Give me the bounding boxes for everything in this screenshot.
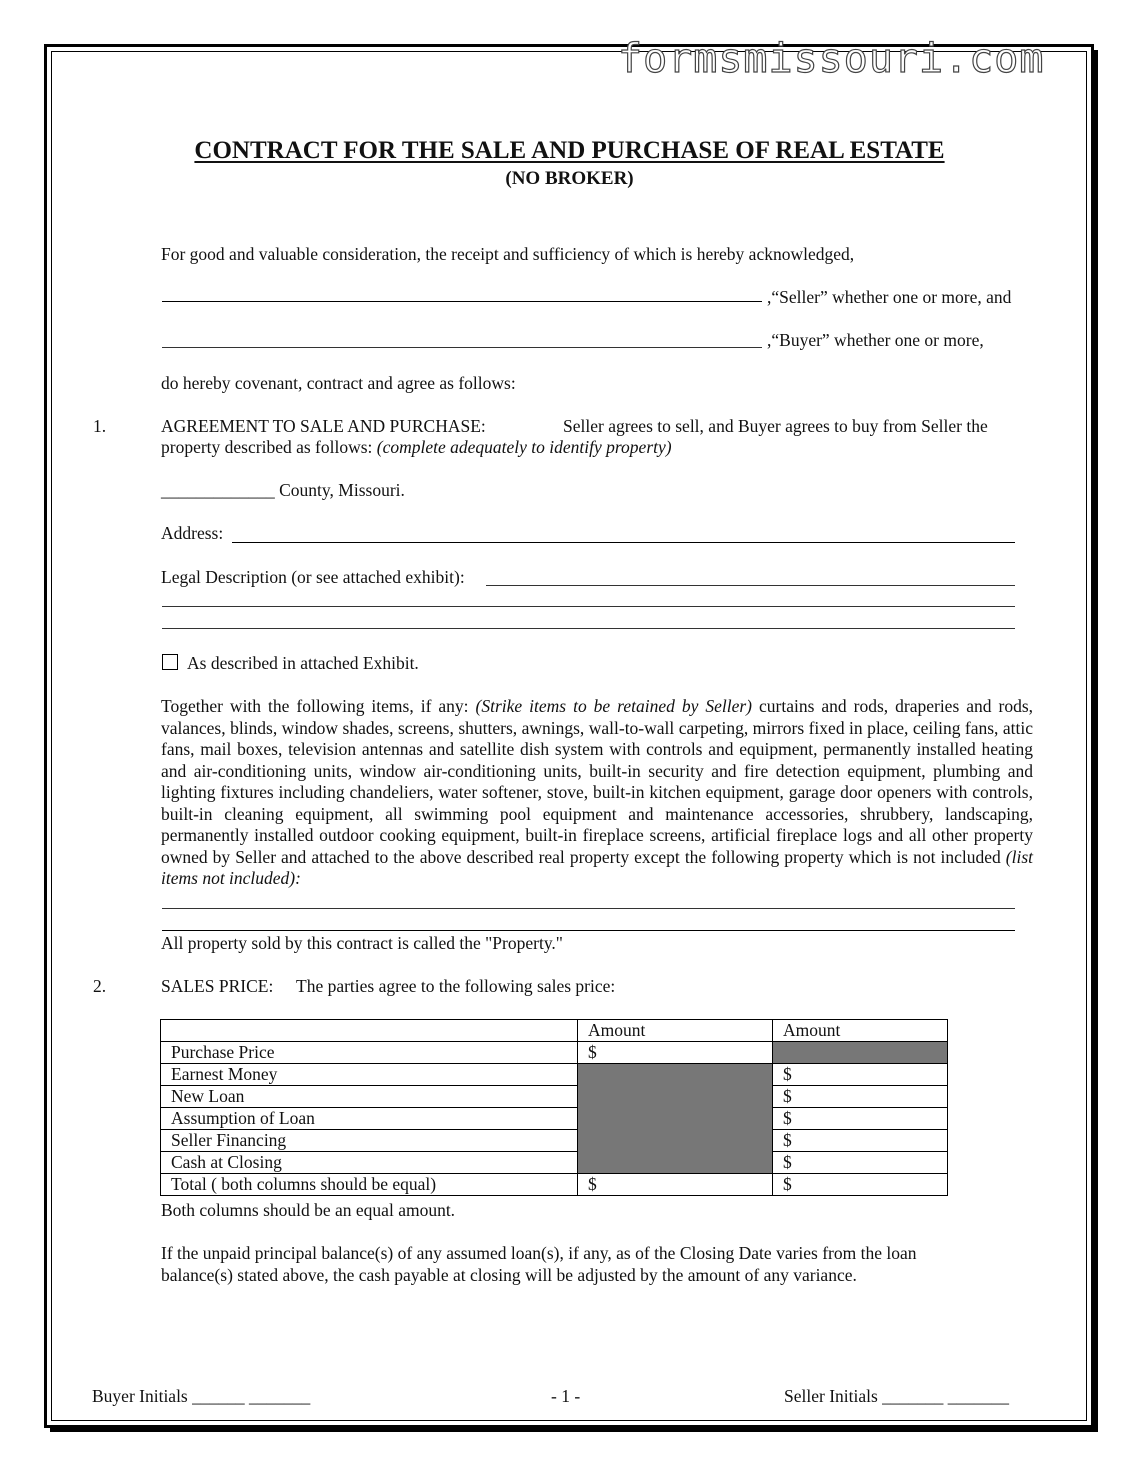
table-row <box>161 1042 948 1064</box>
watermark: formsmissouri.com <box>618 36 1045 82</box>
row-label: Cash at Closing <box>161 1152 578 1174</box>
shaded-cell-block <box>578 1064 773 1174</box>
row-label: Assumption of Loan <box>161 1108 578 1130</box>
property-note: All property sold by this contract is called the "Property." <box>161 933 563 953</box>
buyer-initials[interactable]: Buyer Initials ______ _______ <box>92 1386 311 1406</box>
shaded-cell <box>773 1042 948 1064</box>
section2-heading: SALES PRICE: <box>161 976 274 996</box>
section2-text: The parties agree to the following sales price: <box>296 976 616 996</box>
row-label: Purchase Price <box>161 1042 578 1064</box>
table-row <box>161 1108 948 1130</box>
buyer-name-field[interactable] <box>162 347 762 348</box>
section2-number: 2. <box>93 976 107 996</box>
earnest-money-field[interactable]: $ <box>773 1064 948 1086</box>
row-label: Earnest Money <box>161 1064 578 1086</box>
cash-at-closing-field[interactable]: $ <box>773 1152 948 1174</box>
document-subtitle: (NO BROKER) <box>505 168 634 189</box>
seller-suffix: ,“Seller” whether one or more, and <box>767 287 1012 307</box>
equal-amount-note: Both columns should be an equal amount. <box>161 1200 456 1220</box>
excluded-items-field-2[interactable] <box>162 930 1015 931</box>
row-label: New Loan <box>161 1086 578 1108</box>
legal-description-field-3[interactable] <box>162 628 1015 629</box>
sales-price-table <box>160 1019 948 1196</box>
included-items-paragraph: Together with the following items, if any: (Strike items to be retained by Seller) curtains and rods, draperies and rods, valances, blinds, window shades, screens, shutters, awnings, wall-to-wall carpeting, mirrors fixed in place, ceiling fans, attic fans, mail boxes, television antennas and satellite dish system with controls and equipment, permanently installed heating and air-conditioning units, window air-conditioning units, built-in security and fire detection equipment, plumbing and lighting fixtures including chandeliers, water softener, stove, built-in kitchen equipment, garage door openers with controls, built-in cleaning equipment, all swimming pool equipment and maintenance accessories, shrubbery, landscaping, permanently installed outdoor cooking equipment, built-in fireplace screens, artificial fireplace logs and all other property owned by Seller and attached to the above described real property except the following property which is not included (list items not included): <box>161 696 1034 888</box>
table-row <box>161 1064 948 1086</box>
legal-description-field-2[interactable] <box>162 606 1015 607</box>
total-amount-field-1[interactable]: $ <box>578 1174 773 1196</box>
table-header-blank <box>161 1020 578 1042</box>
page-border-shadow-right <box>1094 50 1098 1432</box>
table-header-amount-2: Amount <box>773 1020 948 1042</box>
total-amount-field-2[interactable]: $ <box>773 1174 948 1196</box>
purchase-price-field[interactable]: $ <box>578 1042 773 1064</box>
excluded-items-field-1[interactable] <box>162 908 1015 909</box>
legal-description-field-1[interactable] <box>486 585 1015 586</box>
section1-number: 1. <box>93 416 107 436</box>
table-row <box>161 1174 948 1196</box>
table-row <box>161 1086 948 1108</box>
intro-text: For good and valuable consideration, the receipt and sufficiency of which is hereby acknowledged, <box>161 244 855 264</box>
buyer-suffix: ,“Buyer” whether one or more, <box>767 330 984 350</box>
document-title: CONTRACT FOR THE SALE AND PURCHASE OF REAL ESTATE <box>194 137 945 164</box>
table-row <box>161 1152 948 1174</box>
exhibit-checkbox[interactable] <box>162 654 178 670</box>
seller-financing-field[interactable]: $ <box>773 1130 948 1152</box>
variance-note: If the unpaid principal balance(s) of any assumed loan(s), if any, as of the Closing Date varies from the loan balance(s) stated above, the cash payable at closing will be adjusted by the amount of any variance. <box>161 1243 917 1285</box>
seller-name-field[interactable] <box>162 301 762 302</box>
county-field[interactable]: _____________ County, Missouri. <box>161 480 405 500</box>
exhibit-label: As described in attached Exhibit. <box>187 653 419 673</box>
address-field[interactable] <box>232 542 1015 543</box>
row-label: Total ( both columns should be equal) <box>161 1174 578 1196</box>
page-number: - 1 - <box>551 1386 581 1406</box>
new-loan-field[interactable]: $ <box>773 1086 948 1108</box>
row-label: Seller Financing <box>161 1130 578 1152</box>
table-header-amount-1: Amount <box>578 1020 773 1042</box>
section1-text: Seller agrees to sell, and Buyer agrees to buy from Seller the <box>563 416 988 436</box>
table-row <box>161 1130 948 1152</box>
table-header-row <box>161 1020 948 1042</box>
covenant-text: do hereby covenant, contract and agree as follows: <box>161 373 516 393</box>
address-label: Address: <box>161 523 224 543</box>
seller-initials[interactable]: Seller Initials _______ _______ <box>784 1386 1010 1406</box>
legal-description-label: Legal Description (or see attached exhibit): <box>161 567 465 587</box>
section1-heading: AGREEMENT TO SALE AND PURCHASE: <box>161 416 486 436</box>
section1-text-line2: property described as follows: (complete adequately to identify property) <box>161 437 672 457</box>
page-border-shadow-bottom <box>50 1428 1098 1432</box>
assumption-of-loan-field[interactable]: $ <box>773 1108 948 1130</box>
